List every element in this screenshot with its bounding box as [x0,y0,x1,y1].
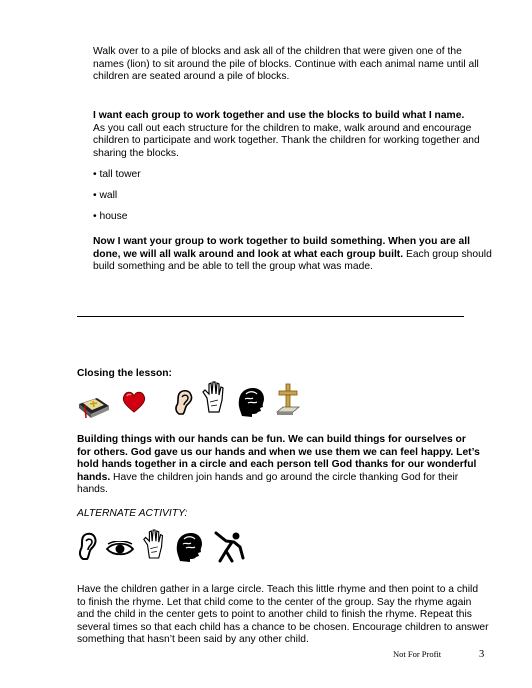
alternate-paragraph: Have the children gather in a large circle. Teach this little rhyme and then point to a child to finish the rhyme. Let that child come to the center of the group. Say the rhyme again and the child in the center gets to point to another child to finish the rhyme. Repeat this several times so that each child has a chance to be chosen. Encourage children to answer something that hasn’t been said by any other child. [77,584,489,646]
instruction-bold-2: I want each group to work together and use the blocks to build what I name. [93,110,465,121]
hand-icon [141,527,169,561]
closing-paragraph [77,434,482,497]
closing-text: Have the children join hands and go around the circle thanking God for their hands. [77,471,459,496]
footer-text: Not For Profit [393,649,442,659]
bullet-item-house: • house [93,211,128,222]
stretching-figure-icon [212,531,246,563]
heart-icon [121,390,147,414]
head-icon [174,531,204,563]
section-divider [77,316,464,317]
closing-icon-row [77,384,317,424]
ear-icon [173,388,195,418]
page-number: 3 [479,649,485,660]
closing-bold: Building things with our hands can be fun. We can build things for ourselves or for others. God gave us our hands and when we use them we can feel happy. Let’s hold hands together in a circle and each person tell God thanks for our wonderful hands. [77,434,480,483]
instruction-text-3: Each group should build something and be able to tell the group what was made. [93,248,492,273]
instruction-paragraph-1: Walk over to a pile of blocks and ask all of the children that were given one of the names (lion) to sit around the pile of blocks. Continue with each animal name until all children are seated around a pile of blocks. [93,46,479,83]
alternate-activity-heading: ALTERNATE ACTIVITY: [77,508,188,519]
cross-icon [275,382,301,418]
bible-icon [77,384,111,420]
instruction-paragraph-2 [93,110,493,160]
bullet-item-wall: • wall [93,190,118,201]
alternate-icon-row [77,527,257,567]
head-icon [236,386,266,418]
hand-icon [200,380,230,414]
instruction-bold-3: Now I want your group to work together to build something. When you are all done, we will all walk around and look at what each group built. [93,236,470,260]
eye-icon [105,541,135,557]
instruction-text-2: As you call out each structure for the children to make, walk around and encourage children to participate and work together. Thank the children for working together and sharing the blocks. [93,122,480,159]
bullet-item-tall-tower: • tall tower [93,169,141,180]
ear-icon [77,531,99,563]
instruction-paragraph-3 [93,236,493,274]
closing-heading: Closing the lesson: [77,368,172,379]
